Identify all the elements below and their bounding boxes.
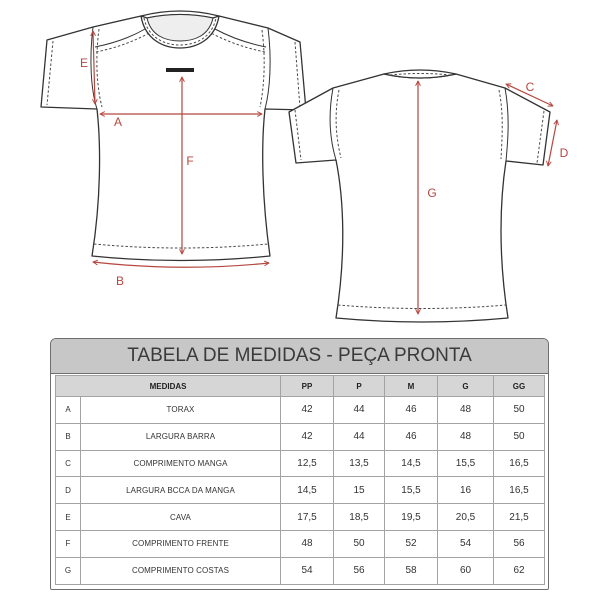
value-m: 58 xyxy=(385,557,438,584)
value-p: 15 xyxy=(334,477,385,504)
value-g: 16 xyxy=(438,477,494,504)
measure-code: C xyxy=(56,450,81,477)
measure-name: CAVA xyxy=(81,504,281,531)
value-gg: 62 xyxy=(494,557,545,584)
value-gg: 50 xyxy=(494,423,545,450)
value-g: 60 xyxy=(438,557,494,584)
value-pp: 12,5 xyxy=(281,450,334,477)
measure-label-c: C xyxy=(525,80,535,94)
measure-label-a: A xyxy=(113,115,123,129)
measure-name: LARGURA BCCA DA MANGA xyxy=(81,477,281,504)
table-title: TABELA DE MEDIDAS - PEÇA PRONTA xyxy=(51,339,548,374)
value-p: 13,5 xyxy=(334,450,385,477)
value-p: 18,5 xyxy=(334,504,385,531)
table-row xyxy=(56,397,545,424)
table-row xyxy=(56,477,545,504)
measure-label-g: G xyxy=(427,186,437,200)
measure-label-f: F xyxy=(186,154,194,168)
front-shirt-outline xyxy=(41,16,306,261)
header-size-g: G xyxy=(438,376,494,397)
header-size-pp: PP xyxy=(281,376,334,397)
table-row xyxy=(56,530,545,557)
value-gg: 16,5 xyxy=(494,450,545,477)
value-gg: 21,5 xyxy=(494,504,545,531)
table-head xyxy=(56,376,545,397)
measure-code: E xyxy=(56,504,81,531)
measure-arrow-d xyxy=(548,120,557,166)
measure-name: LARGURA BARRA xyxy=(81,423,281,450)
table-header-row xyxy=(56,376,545,397)
header-size-gg: GG xyxy=(494,376,545,397)
measure-name: COMPRIMENTO MANGA xyxy=(81,450,281,477)
value-g: 15,5 xyxy=(438,450,494,477)
measure-code: A xyxy=(56,397,81,424)
value-p: 44 xyxy=(334,423,385,450)
value-pp: 14,5 xyxy=(281,477,334,504)
value-p: 44 xyxy=(334,397,385,424)
table-row xyxy=(56,504,545,531)
table-row xyxy=(56,450,545,477)
value-pp: 42 xyxy=(281,423,334,450)
table-row xyxy=(56,423,545,450)
back-view xyxy=(289,70,569,322)
table-body xyxy=(56,397,545,585)
measurements-grid xyxy=(55,375,545,585)
value-m: 14,5 xyxy=(385,450,438,477)
table-row xyxy=(56,557,545,584)
measure-label-d: D xyxy=(559,146,569,160)
value-gg: 56 xyxy=(494,530,545,557)
header-measure: MEDIDAS xyxy=(56,376,281,397)
value-m: 52 xyxy=(385,530,438,557)
value-pp: 48 xyxy=(281,530,334,557)
value-m: 19,5 xyxy=(385,504,438,531)
measure-code: B xyxy=(56,423,81,450)
value-m: 15,5 xyxy=(385,477,438,504)
value-pp: 54 xyxy=(281,557,334,584)
measure-label-b: B xyxy=(115,274,125,288)
value-g: 48 xyxy=(438,423,494,450)
header-size-m: M xyxy=(385,376,438,397)
measure-code: G xyxy=(56,557,81,584)
value-m: 46 xyxy=(385,423,438,450)
value-m: 46 xyxy=(385,397,438,424)
measure-arrow-b xyxy=(93,262,269,267)
value-p: 50 xyxy=(334,530,385,557)
measure-code: D xyxy=(56,477,81,504)
measure-name: COMPRIMENTO COSTAS xyxy=(81,557,281,584)
value-p: 56 xyxy=(334,557,385,584)
measure-label-e: E xyxy=(79,56,89,70)
front-view xyxy=(41,11,306,288)
value-g: 48 xyxy=(438,397,494,424)
measure-name: TORAX xyxy=(81,397,281,424)
value-g: 20,5 xyxy=(438,504,494,531)
value-pp: 17,5 xyxy=(281,504,334,531)
header-size-p: P xyxy=(334,376,385,397)
chest-logo xyxy=(166,68,194,72)
value-pp: 42 xyxy=(281,397,334,424)
front-neck-opening xyxy=(147,15,213,42)
value-g: 54 xyxy=(438,530,494,557)
value-gg: 50 xyxy=(494,397,545,424)
size-table xyxy=(50,338,549,590)
value-gg: 16,5 xyxy=(494,477,545,504)
measure-name: COMPRIMENTO FRENTE xyxy=(81,530,281,557)
measure-code: F xyxy=(56,530,81,557)
back-shirt-outline xyxy=(289,74,550,322)
